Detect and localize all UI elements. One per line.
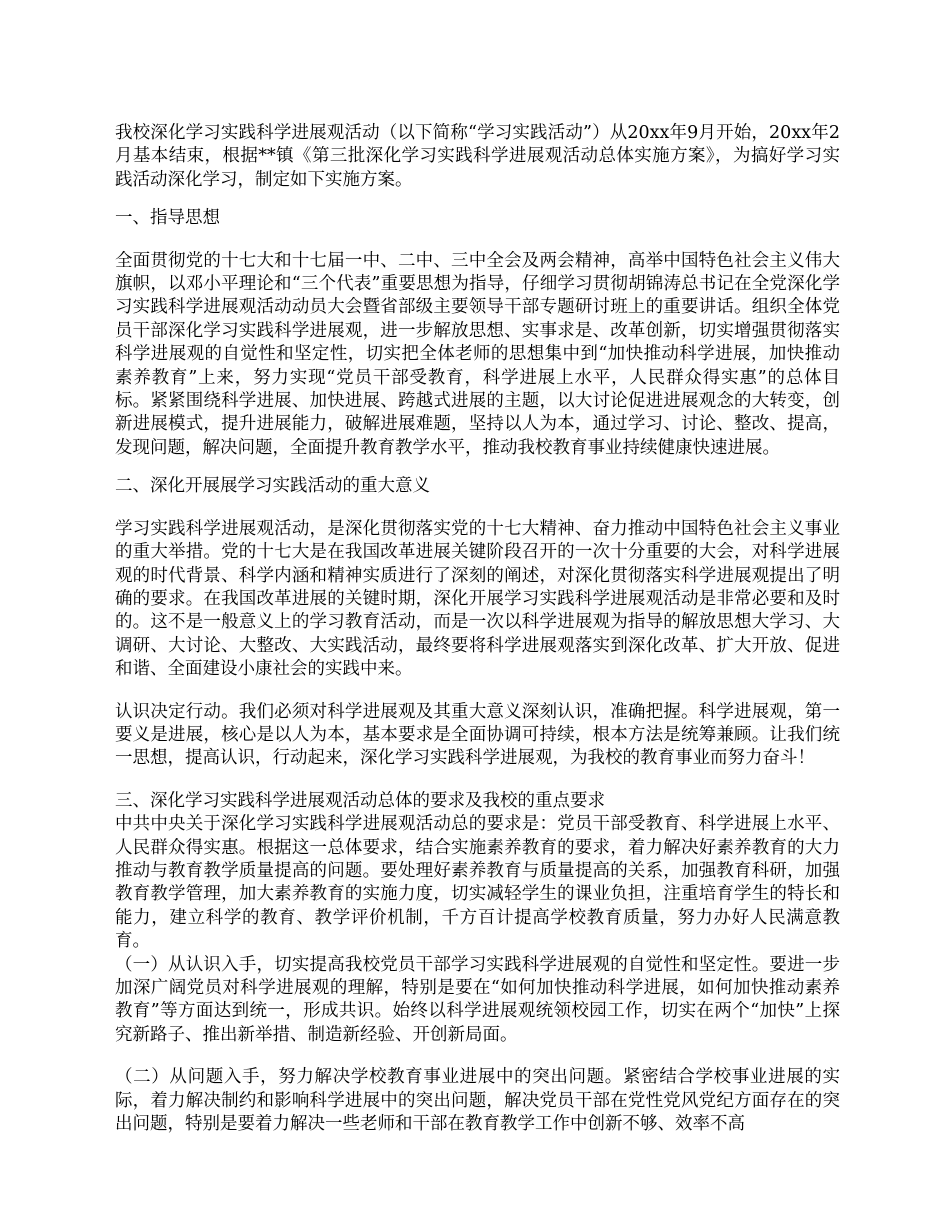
- document-body: [115, 122, 840, 1136]
- intro-paragraph: 我校深化学习实践科学进展观活动（以下简称“学习实践活动”）从20xx年9月开始，20xx年2月基本结束，根据**镇《第三批深化学习实践科学进展观活动总体实施方案》，为搞好学习实践活动深化学习，制定如下实施方案。: [115, 123, 840, 190]
- guiding-ideology-paragraph: 全面贯彻党的十七大和十七届一中、二中、三中全会及两会精神，高举中国特色社会主义伟大旗帜，以邓小平理论和“三个代表”重要思想为指导，仔细学习贯彻胡锦涛总书记在全党深化学习实践科学进展观活动动员大会暨省部级主要领导干部专题研讨班上的重要讲话。组织全体党员干部深化学习实践科学进展观，进一步解放思想、实事求是、改革创新，切实增强贯彻落实科学进展观的自觉性和坚定性，切实把全体老师的思想集中到“加快推动科学进展，加快推动素养教育”上来，努力实现“党员干部受教育，科学进展上水平，人民群众得实惠”的总体目标。紧紧围绕科学进展、加快进展、跨越式进展的主题，以大讨论促进进展观念的大转变，创新进展模式，提升进展能力，破解进展难题，坚持以人为本，通过学习、讨论、整改、提高，发现问题，解决问题，全面提升教育教学水平，推动我校教育事业持续健康快速进展。: [115, 250, 840, 458]
- section-heading-significance: 二、深化开展展学习实践活动的重大意义: [115, 476, 430, 497]
- section-heading-guiding-ideology: 一、指导思想: [115, 208, 220, 229]
- requirement-item-2: （二）从问题入手，努力解决学校教育事业进展中的突出问题。紧密结合学校事业进展的实际，着力解决制约和影响科学进展中的突出问题，解决党员干部在党性党风党纪方面存在的突出问题，特别是要着力解决一些老师和干部在教育教学工作中创新不够、效率不高: [115, 1067, 840, 1135]
- action-paragraph: 认识决定行动。我们必须对科学进展观及其重大意义深刻认识，准确把握。科学进展观，第一要义是进展，核心是以人为本，基本要求是全面协调可持续，根本方法是统筹兼顾。让我们统一思想，提高认识，行动起来，深化学习实践科学进展观，为我校的教育事业而努力奋斗！: [115, 701, 840, 769]
- requirements-paragraph: 中共中央关于深化学习实践科学进展观活动总的要求是：党员干部受教育、科学进展上水平、人民群众得实惠。根据这一总体要求，结合实施素养教育的要求，着力解决好素养教育的大力推动与教育教学质量提高的问题。要处理好素养教育与质量提高的关系，加强教育科研，加强教育教学管理，加大素养教育的实施力度，切实减轻学生的课业负担，注重培育学生的特长和能力，建立科学的教育、教学评价机制，千方百计提高学校教育质量，努力办好人民满意教育。: [115, 814, 840, 952]
- significance-paragraph: 学习实践科学进展观活动，是深化贯彻落实党的十七大精神、奋力推动中国特色社会主义事业的重大举措。党的十七大是在我国改革进展关键阶段召开的一次十分重要的大会，对科学进展观的时代背景、科学内涵和精神实质进行了深刻的阐述，对深化贯彻落实科学进展观提出了明确的要求。在我国改革进展的关键时期，深化开展学习实践科学进展观活动是非常必要和及时的。这不是一般意义上的学习教育活动，而是一次以科学进展观为指导的解放思想大学习、大调研、大讨论、大整改、大实践活动，最终要将科学进展观落实到深化改革、扩大开放、促进和谐、全面建设小康社会的实践中来。: [115, 518, 840, 680]
- section-heading-requirements: 三、深化学习实践科学进展观活动总体的要求及我校的重点要求: [115, 790, 605, 811]
- requirement-item-1: （一）从认识入手，切实提高我校党员干部学习实践科学进展观的自觉性和坚定性。要进一步加深广阔党员对科学进展观的理解，特别是要在“如何加快推动科学进展，如何加快推动素养教育”等方面达到统一，形成共识。始终以科学进展观统领校园工作，切实在两个“加快”上探究新路子、推出新举措、制造新经验、开创新局面。: [115, 954, 840, 1045]
